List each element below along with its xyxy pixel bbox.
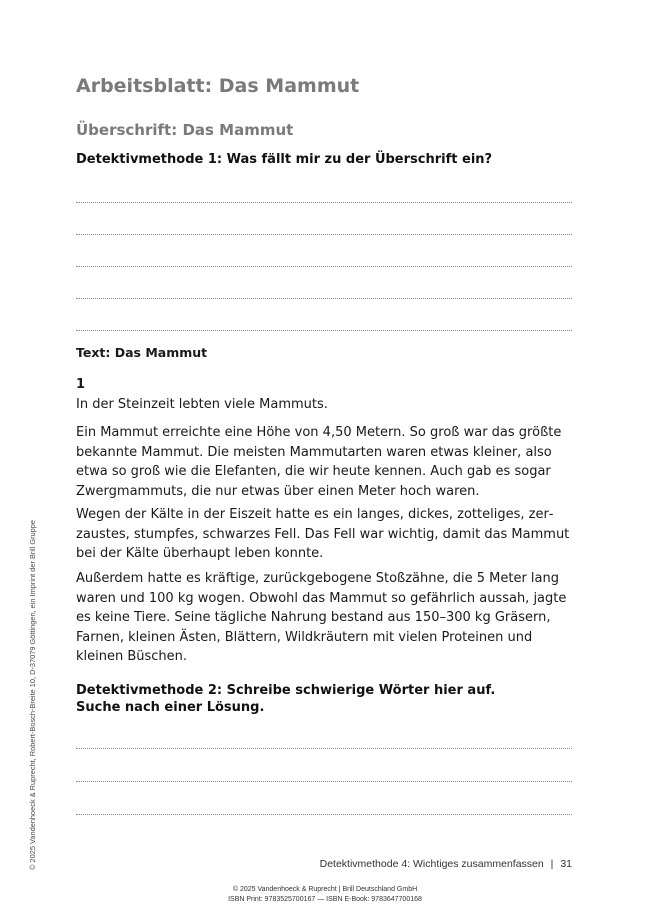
page-subtitle: Überschrift: Das Mammut <box>76 121 294 139</box>
writing-line-8[interactable] <box>76 814 572 815</box>
task-2-prompt-line-1: Detektivmethode 2: Schreibe schwierige Wörter hier auf. <box>76 683 496 698</box>
writing-line-6[interactable] <box>76 748 572 749</box>
footer-separator: | <box>550 858 554 870</box>
writing-line-7[interactable] <box>76 781 572 782</box>
page-title: Arbeitsblatt: Das Mammut <box>76 75 360 97</box>
writing-line-2[interactable] <box>76 234 572 235</box>
paragraph-4: Außerdem hatte es kräftige, zurückgebogene Stoßzähne, die 5 Meter lang waren und 100 kg wogen. Obwohl das Mammut so gefährlich aussah, jagte es keine Tiere. Seine tägliche Nahrung bestand aus 150–300 kg Gräsern, Farnen, kleinen Ästen, Blättern, Wildkräutern mit vielen Proteinen und kleinen Büschen. <box>76 571 567 664</box>
task-1-prompt: Detektivmethode 1: Was fällt mir zu der Überschrift ein? <box>76 152 493 167</box>
paragraph-3: Wegen der Kälte in der Eiszeit hatte es ein langes, dickes, zotteliges, zerzaustes, stumpfes, schwarzes Fell. Das Fell war wichtig, damit das Mammut bei der Kälte überhaupt leben konnte. <box>76 507 570 561</box>
writing-line-3[interactable] <box>76 266 572 267</box>
paragraph-2: Ein Mammut erreichte eine Höhe von 4,50 Metern. So groß war das größte bekannte Mammut. Die meisten Mammutarten waren etwas kleiner, also etwa so groß wie die Elefanten, die wir heute kennen. Auch gab es sogar Zwergmammuts, die nur etwas über einen Meter hoch waren. <box>76 425 562 499</box>
imprint-line-2: ISBN Print: 9783525700167 — ISBN E-Book: 9783647700168 <box>228 896 422 903</box>
writing-line-5[interactable] <box>76 330 572 331</box>
imprint-line-1: © 2025 Vandenhoeck & Ruprecht | Brill Deutschland GmbH <box>232 886 418 893</box>
text-heading: Text: Das Mammut <box>76 345 208 360</box>
paragraph-1: In der Steinzeit lebten viele Mammuts. <box>76 397 328 412</box>
side-copyright: © 2025 Vandenhoeck & Ruprecht, Robert-Bosch-Breite 10, D-37079 Göttingen, ein Imprint der Brill Gruppe <box>28 520 37 870</box>
page-footer <box>320 858 572 870</box>
task-2-prompt-line-2: Suche nach einer Lösung. <box>76 700 265 715</box>
writing-line-1[interactable] <box>76 202 572 203</box>
writing-line-4[interactable] <box>76 298 572 299</box>
page-number: 31 <box>560 858 572 870</box>
footer-chapter: Detektivmethode 4: Wichtiges zusammenfassen <box>319 858 544 870</box>
paragraph-number: 1 <box>76 377 86 392</box>
